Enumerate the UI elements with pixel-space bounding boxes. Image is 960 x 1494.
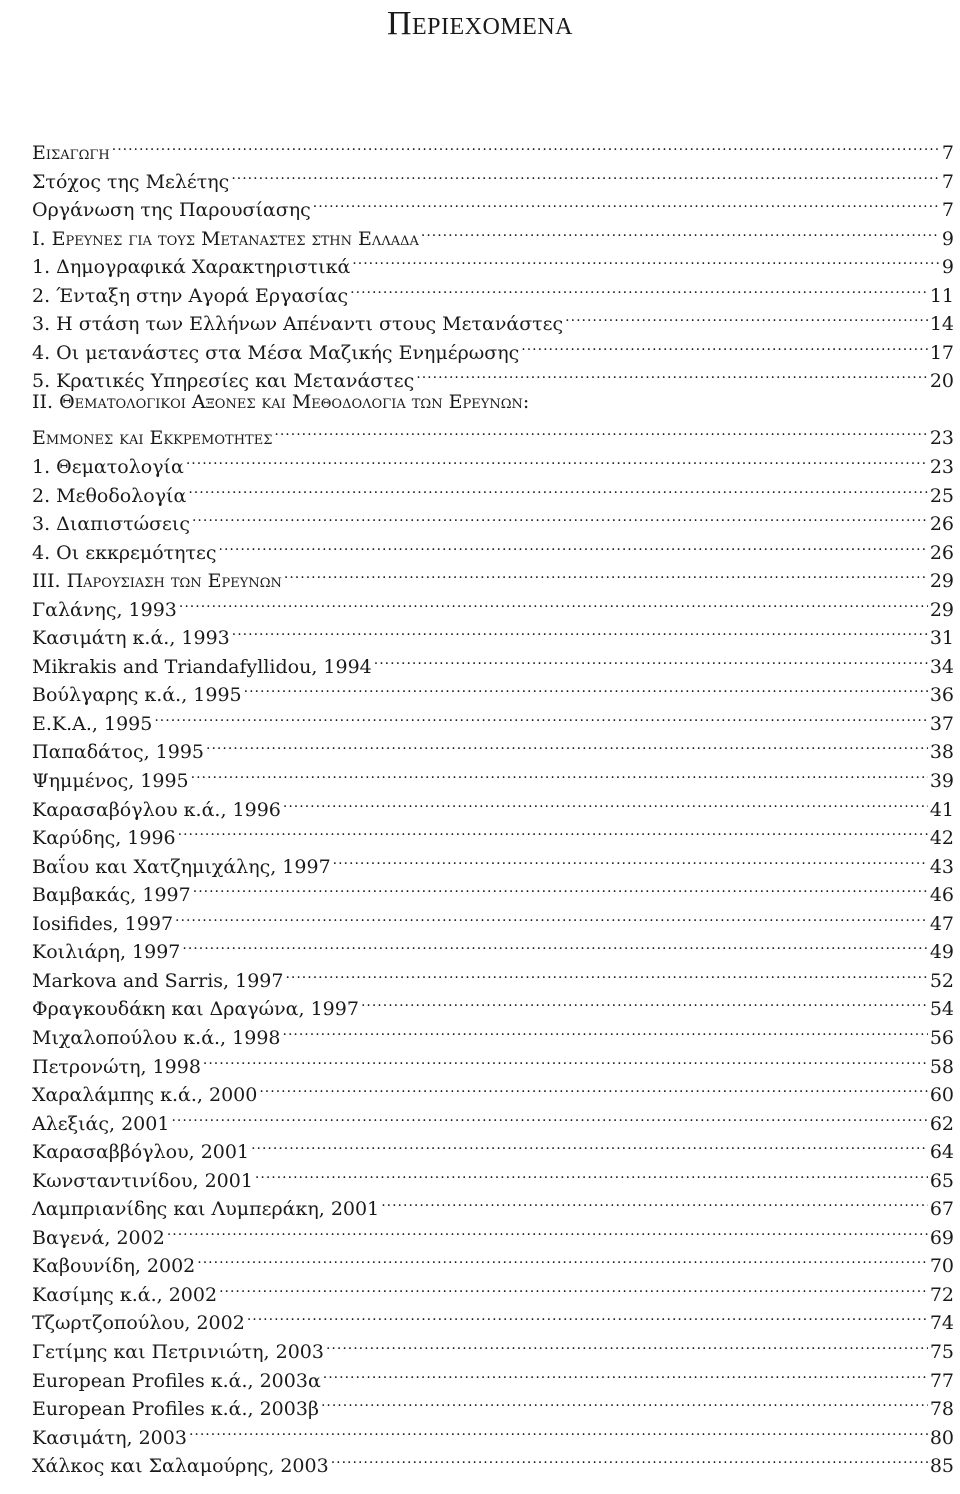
- toc-page-number: 29: [929, 598, 954, 621]
- toc-page-number: 20: [929, 370, 954, 393]
- toc-entry-title: 4. Οι μετανάστες στα Μέσα Μαζικής Ενημέρωσης: [32, 341, 520, 364]
- dot-leader: [189, 1416, 928, 1444]
- dot-leader: [421, 217, 940, 245]
- dot-leader: [191, 759, 928, 787]
- toc-entry-title: Κασιμάτη κ.ά., 1993: [32, 627, 230, 650]
- toc-entry-title: Βαγενά, 2002: [32, 1226, 165, 1249]
- toc-entry-title: Iosifides, 1997: [32, 912, 174, 935]
- dot-leader: [274, 416, 927, 444]
- dot-leader: [313, 188, 940, 216]
- dot-leader: [192, 502, 928, 530]
- toc-page-number: 52: [929, 969, 954, 992]
- toc-page-number: 78: [929, 1398, 954, 1421]
- toc-page-number: 34: [929, 655, 954, 678]
- dot-leader: [565, 302, 928, 330]
- toc-entry: [32, 730, 954, 764]
- dot-leader: [521, 331, 928, 359]
- dot-leader: [232, 616, 928, 644]
- toc-page-number: 42: [929, 827, 954, 850]
- dot-leader: [323, 1359, 928, 1387]
- toc-page-number: 23: [929, 456, 954, 479]
- toc-entry-title: Αλεξιάς, 2001: [32, 1112, 170, 1135]
- toc-page-number: 77: [929, 1369, 954, 1392]
- toc-page-number: 74: [929, 1312, 954, 1335]
- toc-entry-title: Μιχαλοπούλου κ.ά., 1998: [32, 1026, 281, 1049]
- toc-page-number: 37: [929, 712, 954, 735]
- toc-page-number: 7: [941, 142, 954, 164]
- toc-entry-title: Καρασαβόγλου κ.ά., 1996: [32, 798, 281, 821]
- dot-leader: [171, 1102, 927, 1130]
- toc-page-number: 70: [929, 1255, 954, 1278]
- dot-leader: [186, 445, 928, 473]
- toc-page-number: 49: [929, 941, 954, 964]
- toc-entry-title: Βούλγαρης κ.ά., 1995: [32, 684, 242, 707]
- toc-page-number: 43: [929, 855, 954, 878]
- dot-leader: [112, 131, 940, 159]
- toc-entry-title: Εισαγωγη: [32, 142, 110, 164]
- toc-entry-title: Εμμονες και Εκκρεμοτητες: [32, 427, 273, 450]
- toc-entry-title: European Profiles κ.ά., 2003α: [32, 1369, 321, 1392]
- dot-leader: [219, 531, 928, 559]
- dot-leader: [283, 788, 928, 816]
- toc-page-number: 56: [929, 1026, 954, 1049]
- toc-entry-title: Κασιμάτη, 2003: [32, 1426, 187, 1449]
- toc-entry-title: 5. Κρατικές Υπηρεσίες και Μετανάστες: [32, 370, 415, 393]
- toc-entry-title: Λαμπριανίδης και Λυμπεράκη, 2001: [32, 1198, 380, 1221]
- toc-entry-title: Βαΐου και Χατζημιχάλης, 1997: [32, 855, 331, 878]
- dot-leader: [244, 673, 928, 701]
- toc-page-number: 17: [929, 341, 954, 364]
- toc-page-number: 80: [929, 1426, 954, 1449]
- toc-page-number: 54: [929, 998, 954, 1021]
- dot-leader: [350, 274, 928, 302]
- toc-entry-title: Πετρονώτη, 1998: [32, 1055, 201, 1078]
- toc-page-number: 25: [929, 484, 954, 507]
- toc-entry: [32, 131, 954, 164]
- toc-page-number: 9: [941, 227, 954, 250]
- toc-page-number: 75: [929, 1340, 954, 1363]
- page-title: Περιεχομενα: [386, 5, 574, 42]
- toc-page-number: 7: [941, 170, 954, 193]
- toc-page-number: 9: [941, 256, 954, 279]
- dot-leader: [321, 1387, 928, 1415]
- dot-leader: [331, 1444, 928, 1472]
- toc-entry-title: Markova and Sarris, 1997: [32, 969, 284, 992]
- toc-page-number: 60: [929, 1084, 954, 1107]
- toc-page-number: 39: [929, 770, 954, 793]
- dot-leader: [352, 245, 940, 273]
- dot-leader: [255, 1159, 928, 1187]
- toc-entry-title: ΙΙΙ. Παρουσιαση των Ερευνων: [32, 570, 282, 593]
- toc-entry-title: 2. Μεθοδολογία: [32, 484, 187, 507]
- toc-page-number: 26: [929, 541, 954, 564]
- dot-leader: [333, 845, 928, 873]
- toc-entry-title: Χάλκος και Σαλαμούρης, 2003: [32, 1455, 329, 1478]
- toc-entry-title: Καρύδης, 1996: [32, 827, 176, 850]
- toc-entry-title: 3. Η στάση των Ελλήνων Απέναντι στους Μετανάστες: [32, 313, 564, 336]
- toc-entry-title: Φραγκουδάκη και Δραγώνα, 1997: [32, 998, 359, 1021]
- dot-leader: [167, 1216, 928, 1244]
- toc-entry-title: Ε.Κ.Α., 1995: [32, 712, 153, 735]
- dot-leader: [285, 959, 927, 987]
- toc-page-number: 31: [929, 627, 954, 650]
- dot-leader: [374, 645, 928, 673]
- toc-page-number: 41: [929, 798, 954, 821]
- dot-leader: [416, 359, 928, 387]
- dot-leader: [251, 1130, 928, 1158]
- toc-page-number: 62: [929, 1112, 954, 1135]
- dot-leader: [179, 588, 928, 616]
- toc-entry-title: 2. Ένταξη στην Αγορά Εργασίας: [32, 284, 349, 307]
- toc-page-number: 67: [929, 1198, 954, 1221]
- toc-page-number: 65: [929, 1169, 954, 1192]
- toc-entry: [32, 416, 954, 450]
- toc-page-number: 11: [929, 284, 954, 307]
- toc-page-number: 47: [929, 912, 954, 935]
- toc-entry-title: Ψημμένος, 1995: [32, 770, 189, 793]
- toc-entry-title: Οργάνωση της Παρουσίασης: [32, 199, 311, 222]
- toc-entry: [32, 160, 954, 193]
- toc-entry-title: Γαλάνης, 1993: [32, 598, 177, 621]
- toc-entry-title: Ι. Ερευνες για τους Μεταναστες στην Ελλαδα: [32, 227, 419, 250]
- dot-leader: [197, 1244, 928, 1272]
- toc-entry: [32, 1130, 954, 1164]
- dot-leader: [381, 1187, 928, 1215]
- dot-leader: [259, 1073, 927, 1101]
- dot-leader: [193, 873, 928, 901]
- dot-leader: [231, 160, 940, 188]
- toc-entry: [32, 702, 954, 735]
- dot-leader: [182, 930, 927, 958]
- toc-entry-title: Κασίμης κ.ά., 2002: [32, 1283, 218, 1306]
- dot-leader: [284, 559, 928, 587]
- dot-leader: [326, 1330, 928, 1358]
- toc-entry-title: Παπαδάτος, 1995: [32, 741, 205, 764]
- dot-leader: [361, 987, 928, 1015]
- dot-leader: [203, 1045, 928, 1073]
- toc-entry: [32, 388, 954, 417]
- toc-entry-title: Γετίμης και Πετρινιώτη, 2003: [32, 1340, 324, 1363]
- toc-page-number: 29: [929, 570, 954, 593]
- toc-entry-title: 3. Διαπιστώσεις: [32, 513, 190, 536]
- toc-page-number: 46: [929, 884, 954, 907]
- toc-entry: [32, 1244, 954, 1278]
- toc-page-number: 58: [929, 1055, 954, 1078]
- toc-entry-title: 1. Δημογραφικά Χαρακτηριστικά: [32, 256, 351, 279]
- toc-entry-title: Τζωρτζοπούλου, 2002: [32, 1312, 245, 1335]
- toc-entry-title: 4. Οι εκκρεμότητες: [32, 541, 217, 564]
- toc-page-number: 26: [929, 513, 954, 536]
- toc-entry-title: Κωνσταντινίδου, 2001: [32, 1169, 253, 1192]
- toc-page-number: 36: [929, 684, 954, 707]
- toc-entry-title: Χαραλάμπης κ.ά., 2000: [32, 1084, 258, 1107]
- toc-entry-title: European Profiles κ.ά., 2003β: [32, 1398, 319, 1421]
- toc-entry-title: Βαμβακάς, 1997: [32, 884, 191, 907]
- table-of-contents: [32, 131, 954, 1478]
- toc-entry-title: Κοιλιάρη, 1997: [32, 941, 181, 964]
- toc-entry: [32, 1216, 954, 1249]
- toc-entry-title: Στόχος της Μελέτης: [32, 170, 230, 193]
- toc-entry-title: Καβουνίδη, 2002: [32, 1255, 196, 1278]
- toc-page-number: 23: [929, 427, 954, 450]
- toc-page-number: 38: [929, 741, 954, 764]
- dot-leader: [219, 1273, 928, 1301]
- toc-page-number: 14: [929, 313, 954, 336]
- dot-leader: [283, 1016, 928, 1044]
- dot-leader: [206, 730, 928, 758]
- dot-leader: [154, 702, 927, 730]
- toc-page-number: 85: [929, 1455, 954, 1478]
- toc-entry-title: ΙΙ. Θεματολογικοι Αξονες και Μεθοδολογια των Ερευνων:: [32, 390, 530, 413]
- toc-page-number: 7: [941, 199, 954, 222]
- toc-page-number: 69: [929, 1226, 954, 1249]
- toc-entry-title: Καρασαββόγλου, 2001: [32, 1141, 250, 1164]
- dot-leader: [247, 1301, 928, 1329]
- toc-page-number: 72: [929, 1283, 954, 1306]
- dot-leader: [175, 902, 928, 930]
- toc-page-number: 64: [929, 1141, 954, 1164]
- dot-leader: [188, 474, 927, 502]
- toc-entry-title: Mikrakis and Triandafyllidou, 1994: [32, 655, 372, 678]
- toc-entry-title: 1. Θεματολογία: [32, 456, 184, 479]
- dot-leader: [178, 816, 928, 844]
